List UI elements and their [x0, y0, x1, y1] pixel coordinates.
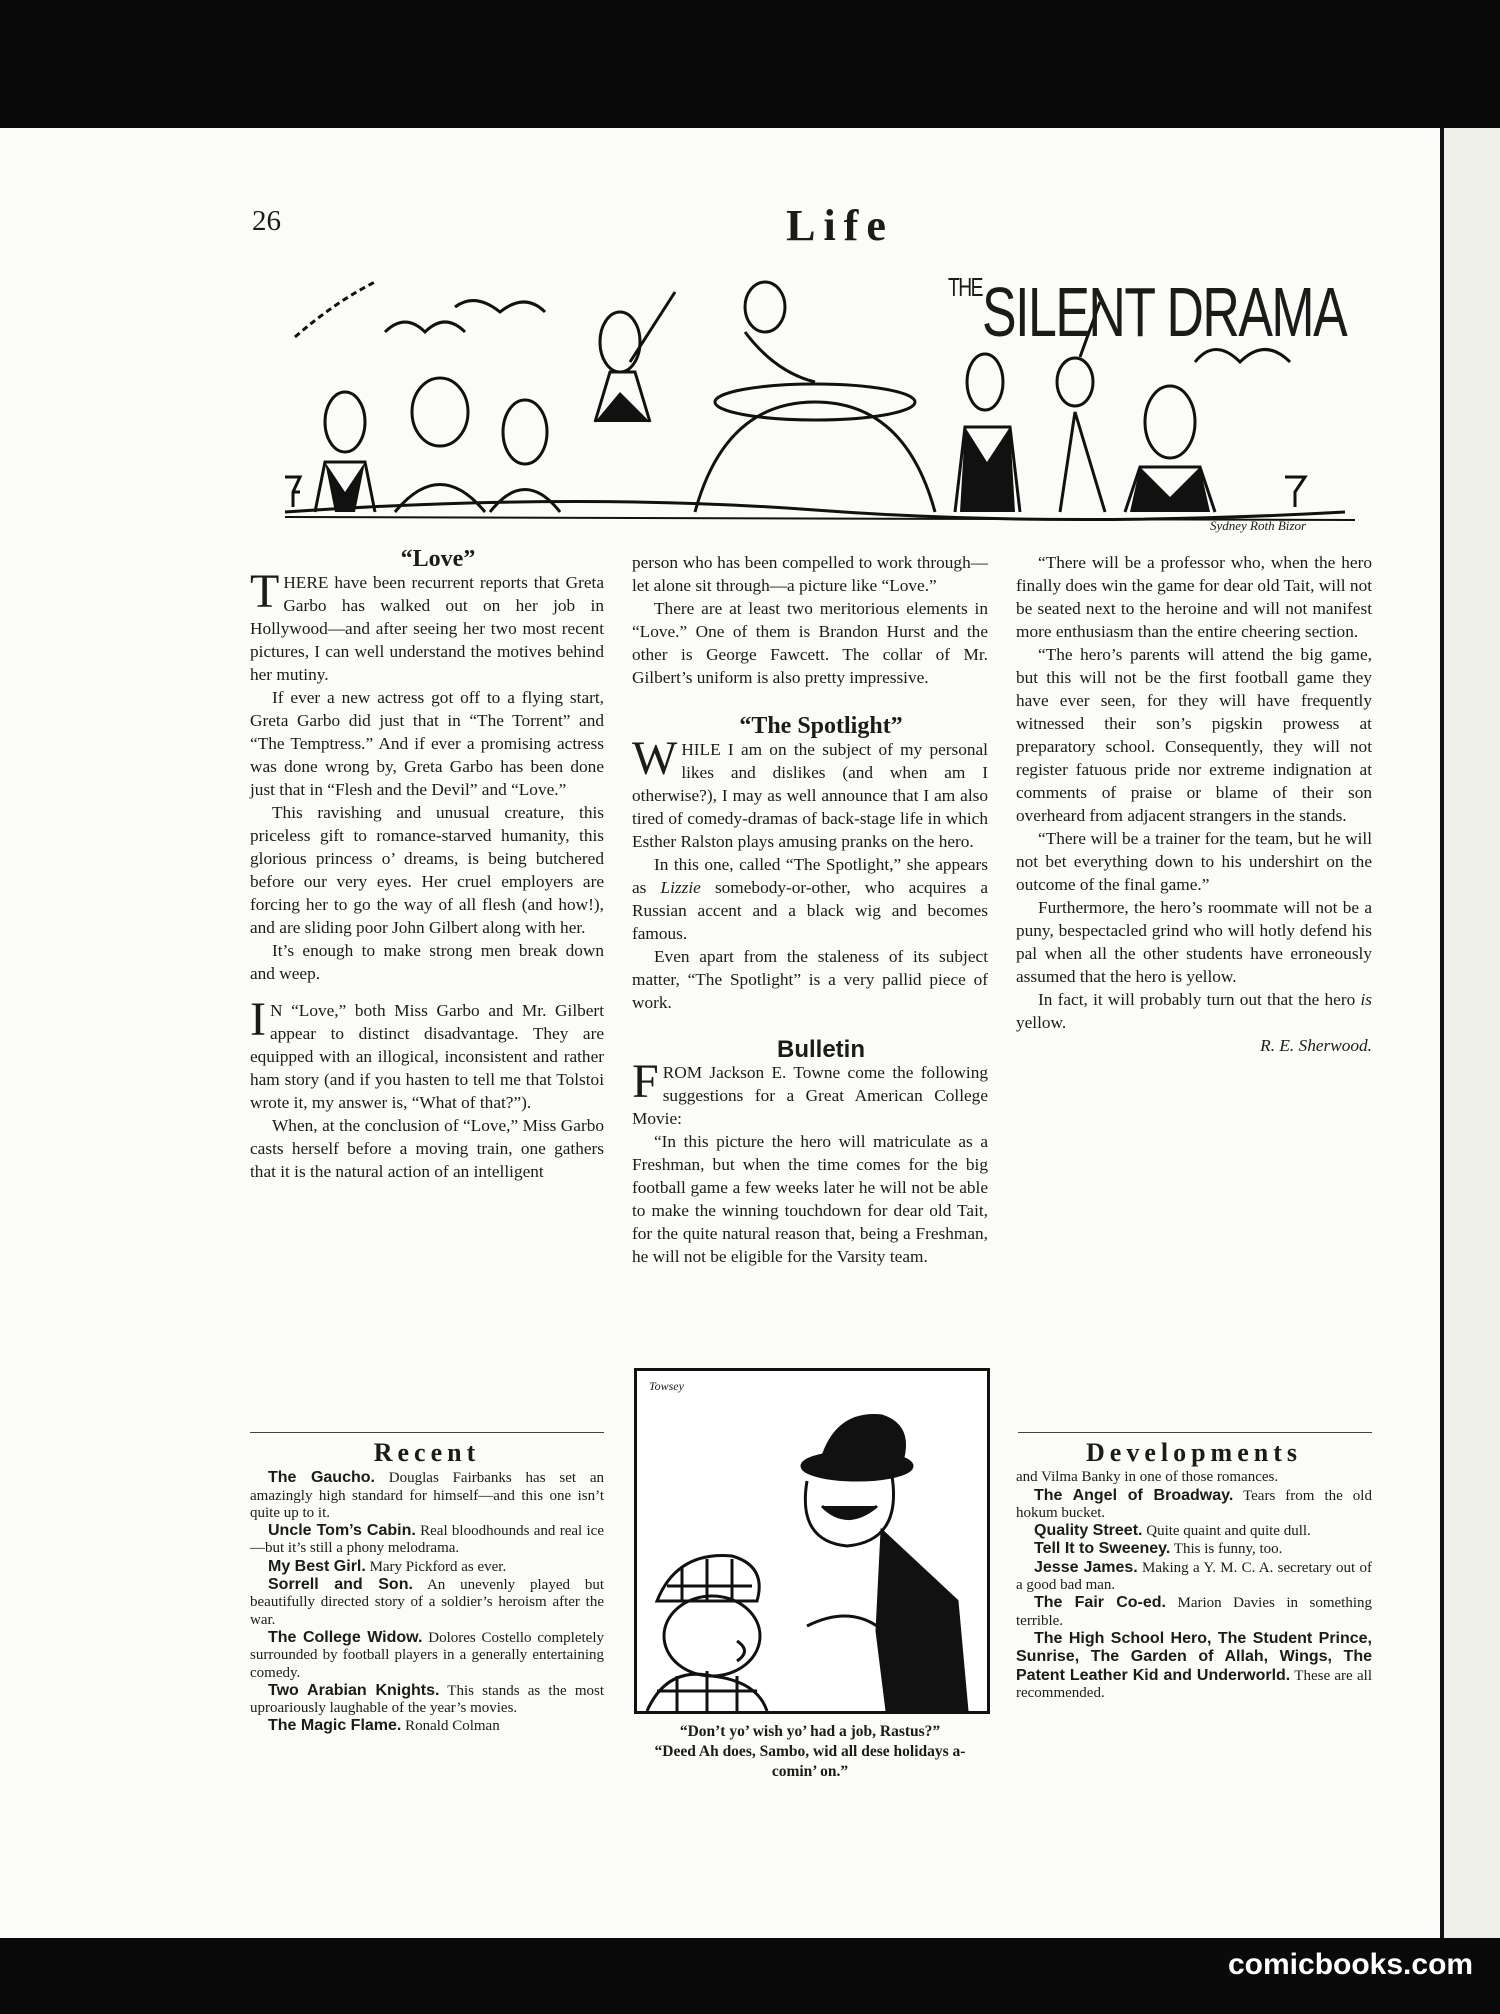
love-title: “Love”: [400, 546, 476, 572]
love-paragraph: It’s enough to make strong men break down and weep.: [250, 941, 604, 983]
list-item: The Gaucho. Douglas Fairbanks has set an amazingly high standard for himself—and this one isn’t quite up to it.: [250, 1469, 604, 1521]
list-item: The High School Hero, The Student Prince, Sunrise, The Garden of Allah, Wings, The Patent Leather Kid and Underworld. These are all recommended.: [1016, 1629, 1373, 1701]
cartoon-panel: [634, 1368, 990, 1714]
bulletin-paragraph: “There will be a trainer for the team, but he will not bet everything down to his undershirt on the outcome of the final game.”: [1016, 829, 1372, 894]
developments-list: [1016, 1438, 1373, 1702]
bulletin-paragraph: “There will be a professor who, when the hero finally does win the game for dear old Tait, will not be seated next to the heroine and will not manifest more enthusiasm than the entire cheering section.: [1016, 553, 1373, 641]
cartoon-drawing: [637, 1371, 987, 1711]
love-paragraph: There are at least two meritorious elements in “Love.” One of them is Brandon Hurst and the other is George Fawcett. The collar of Mr. Gilbert’s uniform is also pretty impressive.: [632, 599, 988, 687]
silent-drama-the: THE: [948, 272, 983, 302]
love-paragraph: If ever a new actress got off to a flying start, Greta Garbo did just that in “The Torrent” and “The Temptress.” And if ever a promising actress was done wrong by, Greta Garbo has been done just that in “Flesh and the Devil” and “Love.”: [250, 688, 604, 799]
divider: [250, 1432, 604, 1433]
list-item: My Best Girl. Mary Pickford as ever.: [268, 1557, 507, 1575]
bulletin-title: Bulletin: [777, 1036, 865, 1063]
love-paragraph: I N “Love,” both Miss Garbo and Mr. Gilbert appear to distinct disadvantage. They are equipped with an illogical, inconsistent and rather ham story (and if you hasten to tell me that Tolstoi wrote it, my answer is, “What of that?”).: [250, 993, 604, 1112]
caption-line: “Deed Ah does, Sambo, wid all dese holidays a-comin’ on.”: [654, 1743, 966, 1780]
divider: [1018, 1432, 1372, 1433]
page-number: 26: [252, 205, 281, 237]
drop-cap: F: [632, 1055, 659, 1108]
spotlight-paragraph: WHILE I am on the subject of my personal likes and dislikes (and when am I otherwise?), I may as well announce that I am also tired of comedy-dramas of back-stage life in which Esther Ralston plays amusing pranks on the hero.: [632, 732, 988, 851]
list-item: Tell It to Sweeney. This is funny, too.: [1034, 1540, 1283, 1558]
list-item: The College Widow. Dolores Costello completely surrounded by football players in a generally entertaining comedy.: [250, 1628, 604, 1681]
artist-signature: Sydney Roth Bizor: [1210, 518, 1307, 533]
column-2: [632, 551, 988, 1268]
spotlight-title: “The Spotlight”: [739, 713, 903, 739]
list-item: Quality Street. Quite quaint and quite dull.: [1034, 1522, 1311, 1540]
recent-heading: Recent: [373, 1438, 481, 1467]
bulletin-paragraph: In fact, it will probably turn out that the hero is yellow.: [1016, 990, 1372, 1032]
drop-cap: T: [250, 565, 280, 618]
cartoon-artist: Towsey: [649, 1379, 684, 1393]
magazine-title: Life: [786, 201, 894, 250]
recent-list: [250, 1438, 605, 1736]
list-item: and Vilma Banky in one of those romances.: [1016, 1469, 1279, 1486]
list-item: The Fair Co-ed. Marion Davies in something terrible.: [1016, 1594, 1373, 1629]
spotlight-paragraph: Even apart from the staleness of its subject matter, “The Spotlight” is a very pallid piece of work.: [632, 947, 988, 1012]
list-item: Jesse James. Making a Y. M. C. A. secretary out of a good bad man.: [1016, 1558, 1372, 1594]
bulletin-paragraph: “In this picture the hero will matriculate as a Freshman, but when the time comes for the big football game a few weeks later he will not be able to make the winning touchdown for dear old Tait, for the quite natural reason that, being a Freshman, he will not be eligible for the Varsity team.: [632, 1132, 988, 1266]
list-item: The Angel of Broadway. Tears from the old hokum bucket.: [1016, 1486, 1372, 1521]
cartoon-caption: [632, 1722, 988, 1782]
caption-line: “Don’t yo’ wish yo’ had a job, Rastus?”: [679, 1723, 941, 1740]
bulletin-paragraph: FROM Jackson E. Towne come the following suggestions for a Great American College Movie:: [632, 1055, 988, 1128]
watermark: comicbooks.com: [1228, 1948, 1474, 1981]
love-paragraph: This ravishing and unusual creature, this priceless gift to romance-starved humanity, this glorious princess o’ dreams, is being butchered before our very eyes. Her cruel employers are forcing her to go the way of all flesh (and how!), and are sliding poor John Gilbert along with her.: [250, 803, 604, 937]
spotlight-paragraph: In this one, called “The Spotlight,” she appears as Lizzie somebody-or-other, who acquires a Russian accent and a black wig and becomes famous.: [632, 855, 988, 943]
love-paragraph: THERE have been recurrent reports that Greta Garbo has walked out on her job in Hollywood—and after seeing her two most recent pictures, I can well understand the motives behind her mutiny.: [250, 565, 604, 684]
facing-page-edge: [1440, 128, 1500, 1938]
drop-cap: W: [632, 732, 678, 785]
bulletin-paragraph: Furthermore, the hero’s roommate will not be a puny, bespectacled grind who will hotly defend his pal when all the other students have erroneously assumed that the hero is yellow.: [1016, 898, 1372, 986]
drop-cap: I: [250, 993, 266, 1046]
author-signature: R. E. Sherwood.: [1260, 1036, 1372, 1055]
list-item: Sorrell and Son. An unevenly played but beautifully directed story of a soldier’s heroism after the war.: [250, 1576, 605, 1628]
column-3: [1016, 551, 1372, 1057]
bulletin-paragraph: “The hero’s parents will attend the big game, but this will not be the first football game they have ever seen, for they will have frequently witnessed their son’s pigskin prowess at preparatory school. Consequently, they will not register fatuous pride nor extreme indignation at comments of praise or blame of their son overheard from adjacent strangers in the stands.: [1016, 645, 1372, 825]
column-1: [250, 548, 604, 1183]
silent-drama-heading: [948, 272, 1346, 352]
list-item: Uncle Tom’s Cabin. Real bloodhounds and real ice—but it’s still a phony melodrama.: [250, 1522, 604, 1557]
list-item: Two Arabian Knights. This stands as the most uproariously laughable of the year’s movies.: [250, 1681, 604, 1717]
developments-heading: Developments: [1086, 1438, 1302, 1467]
love-paragraph: person who has been compelled to work through—let alone sit through—a picture like “Love.”: [632, 553, 988, 595]
list-item: The Magic Flame. Ronald Colman: [268, 1717, 500, 1735]
silent-drama-main: SILENT DRAMA: [982, 273, 1347, 351]
love-paragraph: When, at the conclusion of “Love,” Miss Garbo casts herself before a moving train, one gathers that it is the natural action of an intelligent: [250, 1116, 604, 1181]
